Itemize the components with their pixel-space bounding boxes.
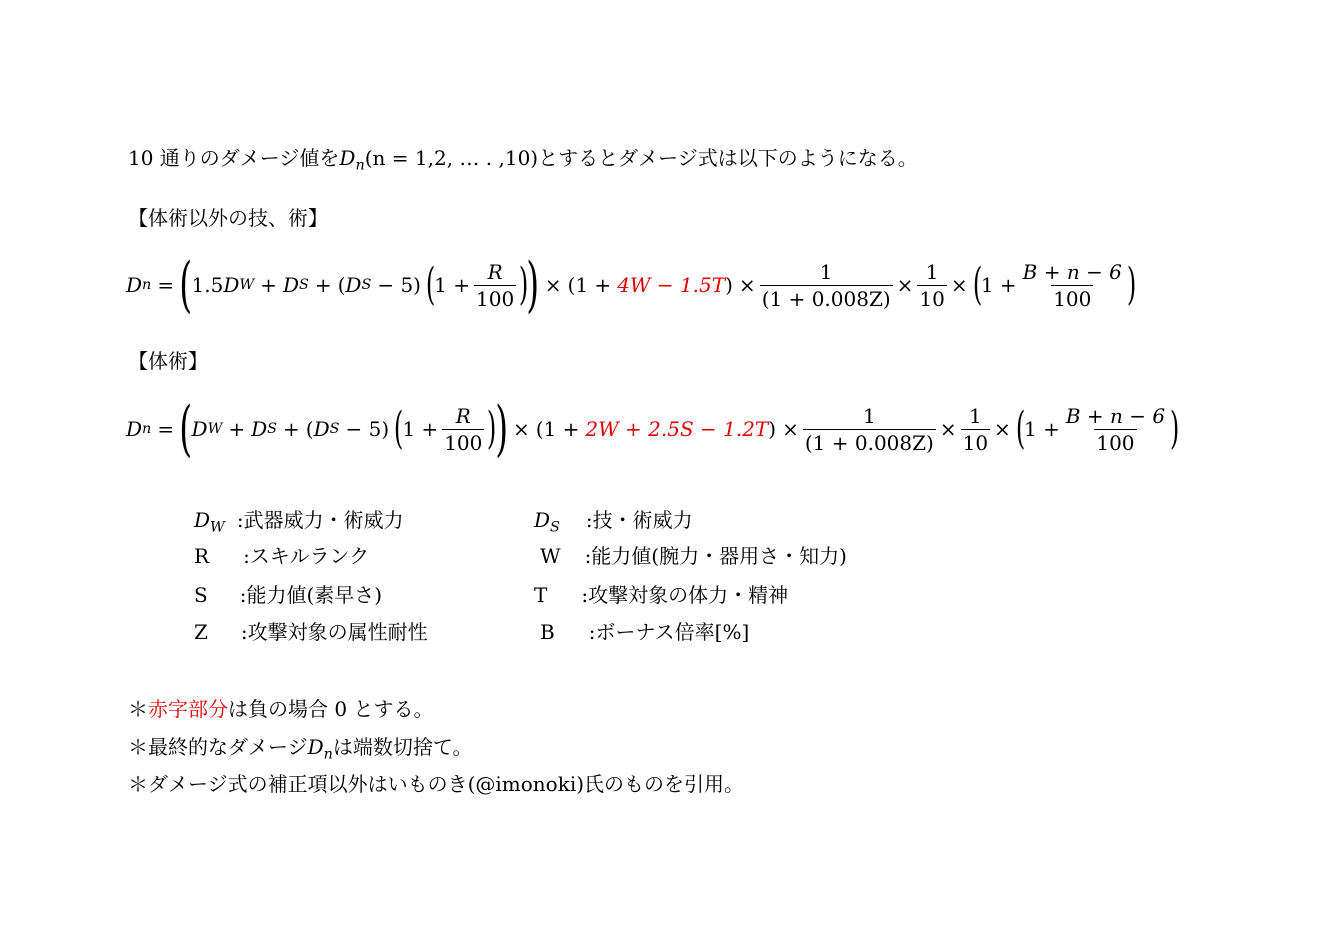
note-var-sub: n [323,746,333,763]
eq1-plus-2: + [314,273,332,297]
eq2-close: ) [768,417,777,441]
eq2-b-paren-open: ( [1015,403,1026,454]
legend-sym-sub: W [210,519,225,536]
legend-desc: :攻撃対象の属性耐性 [240,620,428,644]
note-3 [128,768,744,797]
eq2-ds-2: D [313,417,330,441]
legend-sym: W [540,544,561,568]
eq1-mid-paren-open: ( [425,259,436,310]
eq2-one-plus-2: 1 + [1023,417,1060,441]
intro-condition: (n = 1,2, … . ,10) [364,146,539,170]
eq1-big-paren-close: ) [526,250,540,320]
eq1-minus5: − 5) [377,273,421,297]
eq2-ten-num: 1 [968,403,982,428]
eq1-plus: + [260,273,277,297]
eq1-ds-2: D [345,273,362,297]
legend-sym: R [194,544,210,568]
section2-heading: 【体術】 [128,349,208,373]
eq1-dw: D [223,273,240,297]
note-text-2: は端数切捨て。 [332,735,473,759]
eq1-ten-num: 1 [925,259,939,284]
eq2-b-den: 100 [1096,430,1135,455]
eq2-big-paren-open: ( [179,394,193,464]
eq2-minus5: − 5) [345,417,390,441]
eq1-ten-fraction [917,261,946,310]
eq2-mid-paren-open: ( [394,403,404,454]
eq2-open-one: (1 + [535,417,580,441]
eq1-paren: ( [337,273,346,297]
legend-desc: :能力値(腕力・器用さ・知力) [584,544,847,568]
eq2-b-num: B + n − 6 [1065,403,1166,428]
section1-heading: 【体術以外の技、術】 [128,206,328,230]
eq2-one-plus: 1 + [402,417,439,441]
legend-desc: :スキルランク [243,544,370,568]
eq1-mid-paren-close: ) [519,259,529,310]
eq2-paren: ( [305,417,314,441]
legend-item-r [194,542,369,570]
eq2-r-fraction [442,405,484,454]
eq1-equals: = [157,273,175,297]
intro-line [128,142,918,174]
note-mark: ＊ [128,735,148,759]
legend-desc: :ボーナス倍率[%] [588,620,750,644]
note-mark: ＊ [128,697,148,721]
legend-sym: T [534,583,548,607]
legend-desc: :武器威力・術威力 [236,508,404,532]
eq1-r-num: R [487,259,503,284]
eq2-red-terms: 2W + 2.5S − 1.2T [585,417,769,441]
eq1-red-terms: 4W − 1.5T [617,273,726,297]
eq2-plus: + [228,417,246,441]
eq1-times-4: × [950,273,968,297]
legend-item-b [540,618,749,646]
eq2-big-paren-close: ) [494,394,508,464]
eq1-b-fraction [1021,261,1124,310]
eq1-coef: 1.5 [191,273,224,297]
legend-desc: :技・術威力 [585,508,693,532]
legend-sym: B [540,620,555,644]
equation-2: D n = ( D W + D S + ( D S − 5) ( 1 + $\frac{R}{100}$ ) ) × (1 + 2W + 2.5S − 1.2T ) × $\frac{1}{(1 + 0.008Z)}$ × $\frac{1}{10}$ × ( 1 + $\frac{B + n - 6}{100}$ ) [126,394,1180,464]
eq1-big-paren-open: ( [179,250,193,320]
eq1-r-fraction [474,261,516,310]
legend-item-s [194,581,382,609]
eq2-b-paren-close: ) [1169,403,1180,454]
eq2-z-fraction [803,405,936,454]
intro-prefix: 10 通りのダメージ値を [128,146,340,170]
eq1-close: ) [725,273,733,297]
eq2-r-den: 100 [444,430,483,455]
intro-suffix: とするとダメージ式は以下のようになる。 [538,146,918,170]
eq2-b-fraction [1064,405,1167,454]
equation-1: D n = ( 1.5 D W + D S + ( D S − 5) ( 1 + $\frac{R}{100}$ ) ) × (1 + 4W − 1.5T ) × $\frac{1}{(1 + 0.008Z)}$ × $\frac{1}{10}$ × ( 1 + $\frac{B + n - 6}{100}$ ) [126,250,1137,320]
legend-desc: :攻撃対象の体力・精神 [581,583,789,607]
eq2-mid-paren-close: ) [487,403,497,454]
eq2-lhs: D [126,417,143,441]
eq1-open-one: (1 + [567,273,612,297]
eq2-ten-den: 10 [962,430,989,455]
eq1-lhs: D [126,273,143,297]
legend-item-dw [194,506,404,534]
eq1-times-1: × [544,273,562,297]
note-text: 最終的なダメージ [148,735,308,759]
eq2-z-num: 1 [862,403,876,428]
note-text: は負の場合 0 とする。 [228,697,434,721]
legend-sym: D [194,508,211,532]
legend-item-ds [534,506,693,534]
note-text: ダメージ式の補正項以外はいものき(@imonoki)氏のものを引用。 [148,772,745,796]
eq2-times-2: × [782,417,799,441]
legend-sym: S [194,583,208,607]
eq1-b-den: 100 [1053,286,1092,311]
eq1-z-num: 1 [819,259,833,284]
legend-sym: Z [194,620,208,644]
eq1-ten-den: 10 [919,286,945,311]
eq1-one-plus: 1 + [434,273,470,297]
note-var: D [307,735,324,759]
legend-item-t [534,581,788,609]
intro-var-d: D [339,146,356,170]
note-red-text: 赤字部分 [148,697,228,721]
eq2-times-1: × [512,417,530,441]
eq1-b-paren-open: ( [972,259,982,310]
eq1-z-fraction [760,261,893,310]
eq1-ds: D [282,273,299,297]
legend-item-z [194,618,428,646]
note-1 [128,693,433,722]
note-2 [128,731,473,763]
eq1-b-num: B + n − 6 [1022,259,1122,284]
legend-sym-sub: S [550,519,560,536]
eq1-z-den: (1 + 0.008Z) [761,286,891,311]
eq1-one-plus-2: 1 + [980,273,1017,297]
eq2-times-4: × [994,417,1011,441]
eq2-ten-fraction [961,405,990,454]
eq2-equals: = [157,417,175,441]
eq1-times-3: × [896,273,914,297]
eq1-times-2: × [738,273,756,297]
eq2-z-den: (1 + 0.008Z) [804,430,934,455]
eq2-plus-2: + [283,417,300,441]
eq1-r-den: 100 [476,286,515,311]
eq1-b-paren-close: ) [1126,259,1137,310]
intro-var-n: n [355,157,365,174]
eq2-r-num: R [455,403,471,428]
eq2-times-3: × [939,417,957,441]
legend-sym: D [534,508,551,532]
legend-desc: :能力値(素早さ) [239,583,383,607]
legend-item-w [540,542,847,570]
eq2-dw: D [191,417,208,441]
note-mark: ＊ [128,772,148,796]
eq2-ds: D [251,417,268,441]
